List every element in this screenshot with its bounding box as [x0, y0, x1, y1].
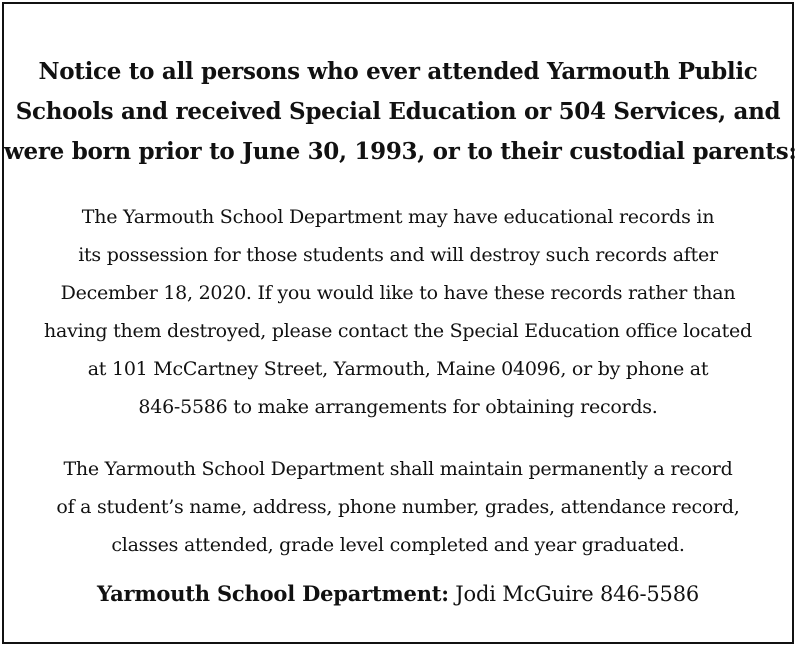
paragraph-line: classes attended, grade level completed and year graduated. [111, 534, 685, 556]
permanent-record-paragraph [4, 450, 792, 564]
paragraph-line: 846-5586 to make arrangements for obtaining records. [138, 396, 658, 418]
contact-person: Jodi McGuire 846-5586 [455, 582, 700, 606]
paragraph-line: at 101 McCartney Street, Yarmouth, Maine 04096, or by phone at [87, 358, 709, 380]
paragraph-line: having them destroyed, please contact the Special Education office located [44, 320, 752, 342]
organization-name: Yarmouth School Department: [96, 581, 449, 606]
paragraph-line: The Yarmouth School Department shall maintain permanently a record [63, 458, 733, 480]
paragraph-line: its possession for those students and will destroy such records after [78, 244, 718, 266]
paragraph-line: The Yarmouth School Department may have educational records in [81, 206, 715, 228]
paragraph-line: December 18, 2020. If you would like to have these records rather than [60, 282, 736, 304]
notice-frame [2, 2, 797, 644]
notice-heading [4, 52, 797, 172]
contact-footer [4, 574, 792, 614]
paragraph-line: of a student’s name, address, phone number, grades, attendance record, [56, 496, 740, 518]
heading-line: were born prior to June 30, 1993, or to their custodial parents: [4, 138, 797, 165]
records-destruction-paragraph [4, 198, 792, 426]
heading-line: Notice to all persons who ever attended Yarmouth Public [38, 58, 758, 85]
heading-line: Schools and received Special Education or 504 Services, and [15, 98, 781, 125]
